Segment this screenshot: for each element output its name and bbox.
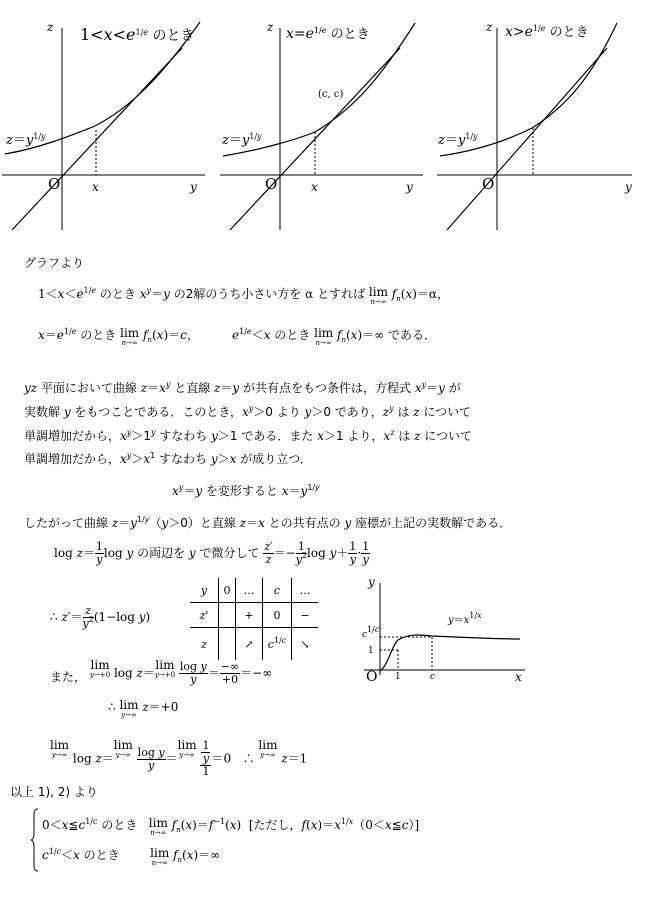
graph-2-point-label: (c, c) <box>318 89 344 100</box>
ijou: 以上 1), 2) より <box>10 785 98 799</box>
para-6: したがって曲線 $z=y^{1/y}(y>0)$と直線 z＝x との共有点の y 座標が上記の実数解である． <box>24 515 512 530</box>
graph-3 <box>432 8 647 233</box>
graph-2-title: $x=e^{1/e}$ のとき <box>286 26 370 42</box>
graph-3-y-label: y <box>625 180 632 194</box>
graph-1-y-label: y <box>190 180 197 194</box>
case-2: $c^{1/c}<x$ のとき lim n→∞ $f_n(x)=\infty$ <box>42 846 221 867</box>
graph-2-x-tick: x <box>311 180 318 194</box>
para-4: 単調増加だから，$x^y>x^1$ すなわち y＞x が成り立つ． <box>24 451 312 466</box>
small-graph-curve-label: $y=x^{1/x}$ <box>448 611 482 626</box>
small-graph-x-label: x <box>515 670 522 684</box>
graph-2-z-label: z <box>267 20 274 34</box>
case-1: $0<x≦c^{1/c}$ のとき lim n→∞ $f_n(x)=f^{-1}(x)$ [ただし，$f(x)=x^{1/x}(0<x≦c)$] <box>42 816 420 837</box>
small-graph-c-label: c <box>430 672 436 682</box>
small-graph-1x-label: 1 <box>395 672 401 682</box>
graph-3-z-label: z <box>486 20 493 34</box>
small-graph-curve <box>381 635 520 670</box>
lim-line-1: lim y→+0 log z＝lim y→+0 $\frac{\text{log y}}{y}$ ＝ $\frac{-\infty}{+0}$ ＝−∞ <box>90 658 273 686</box>
para-3: 単調増加だから，$x^y>1^y$ すなわち y＞1 である．また x＞1 より，$x^z$ は z について <box>24 428 472 443</box>
graph-2-y-label: y <box>406 180 413 194</box>
small-graph-y-label: y <box>368 575 375 589</box>
para-1: yz 平面において曲線 $z=x^y$ と直線 z＝y が共有点をもつ条件は，方程式 $x^y=y$ が <box>24 380 461 395</box>
graph-2-origin: O <box>265 175 278 193</box>
line-2b: $e^{1/e}<x$ のとき lim n→∞ $f_n(x)=\infty$ である． <box>232 326 436 347</box>
para-7: log z＝ $\frac{1}{y}$ log y の両辺を y で微分して $\frac{z'}{z}$ ＝− $\frac{1}{y^2}$ log y＋ $\frac{1}{y}$ · $\frac{1}{y}$ <box>54 540 370 566</box>
therefore-1: ∴ z′＝ $\frac{z}{y^2}$ (1−log y) <box>50 604 151 630</box>
graph-1-title: $1<x<e^{1/e}$ のとき <box>80 25 195 44</box>
lim-line-2: ∴ lim y→∞ z＝+0 <box>108 698 179 719</box>
graph-3-curve-label: $z=y^{1/y}$ <box>438 132 478 148</box>
small-graph-cy-label: $c^{1/c}$ <box>362 625 380 640</box>
lim-line-3: lim y→∞ log z＝lim y→∞ $\frac{\text{log y}}{y}$ ＝lim y→∞ $\frac{\frac{1}{y}}{1}$ ＝0 ∴ lim y→∞ z＝1 <box>50 738 308 778</box>
graph-1-origin: O <box>48 175 61 193</box>
variation-table: y 0 … c … z' + 0 − z ↗ $c^{1/c}$ ↘ <box>190 578 318 660</box>
graph-3-origin: O <box>482 175 495 193</box>
graph-3-title: $x>e^{1/e}$ のとき <box>505 24 589 40</box>
graph-from: グラフより <box>24 256 85 270</box>
para-5: $x^y=y$ を変形すると $x=y^{1/y}$ <box>172 483 320 498</box>
graph-1-curve-label: $z=y^{1/y}$ <box>6 132 46 148</box>
graph-1-x-tick: x <box>92 180 99 194</box>
small-graph-1y-label: 1 <box>368 646 374 656</box>
case-brace <box>30 808 40 872</box>
para-2: 実数解 y をもつことである．このとき，$x^y>0$ より y＞0 であり，$z^y$ は z について <box>24 404 472 419</box>
graph-2-curve-label: $z=y^{1/y}$ <box>222 132 262 148</box>
line-1: $1<x<e^{1/e}$ のとき $x^y=y$ の2解のうち小さい方を α とすれば lim n→∞ $f_n(x)=\alpha$， <box>38 285 450 306</box>
mata: また， <box>50 670 87 684</box>
graph-1-z-label: z <box>47 20 54 34</box>
line-2: $x=e^{1/e}$ のとき lim n→∞ $f_n(x)=c$， <box>38 326 199 347</box>
small-graph-origin: O <box>366 669 378 685</box>
